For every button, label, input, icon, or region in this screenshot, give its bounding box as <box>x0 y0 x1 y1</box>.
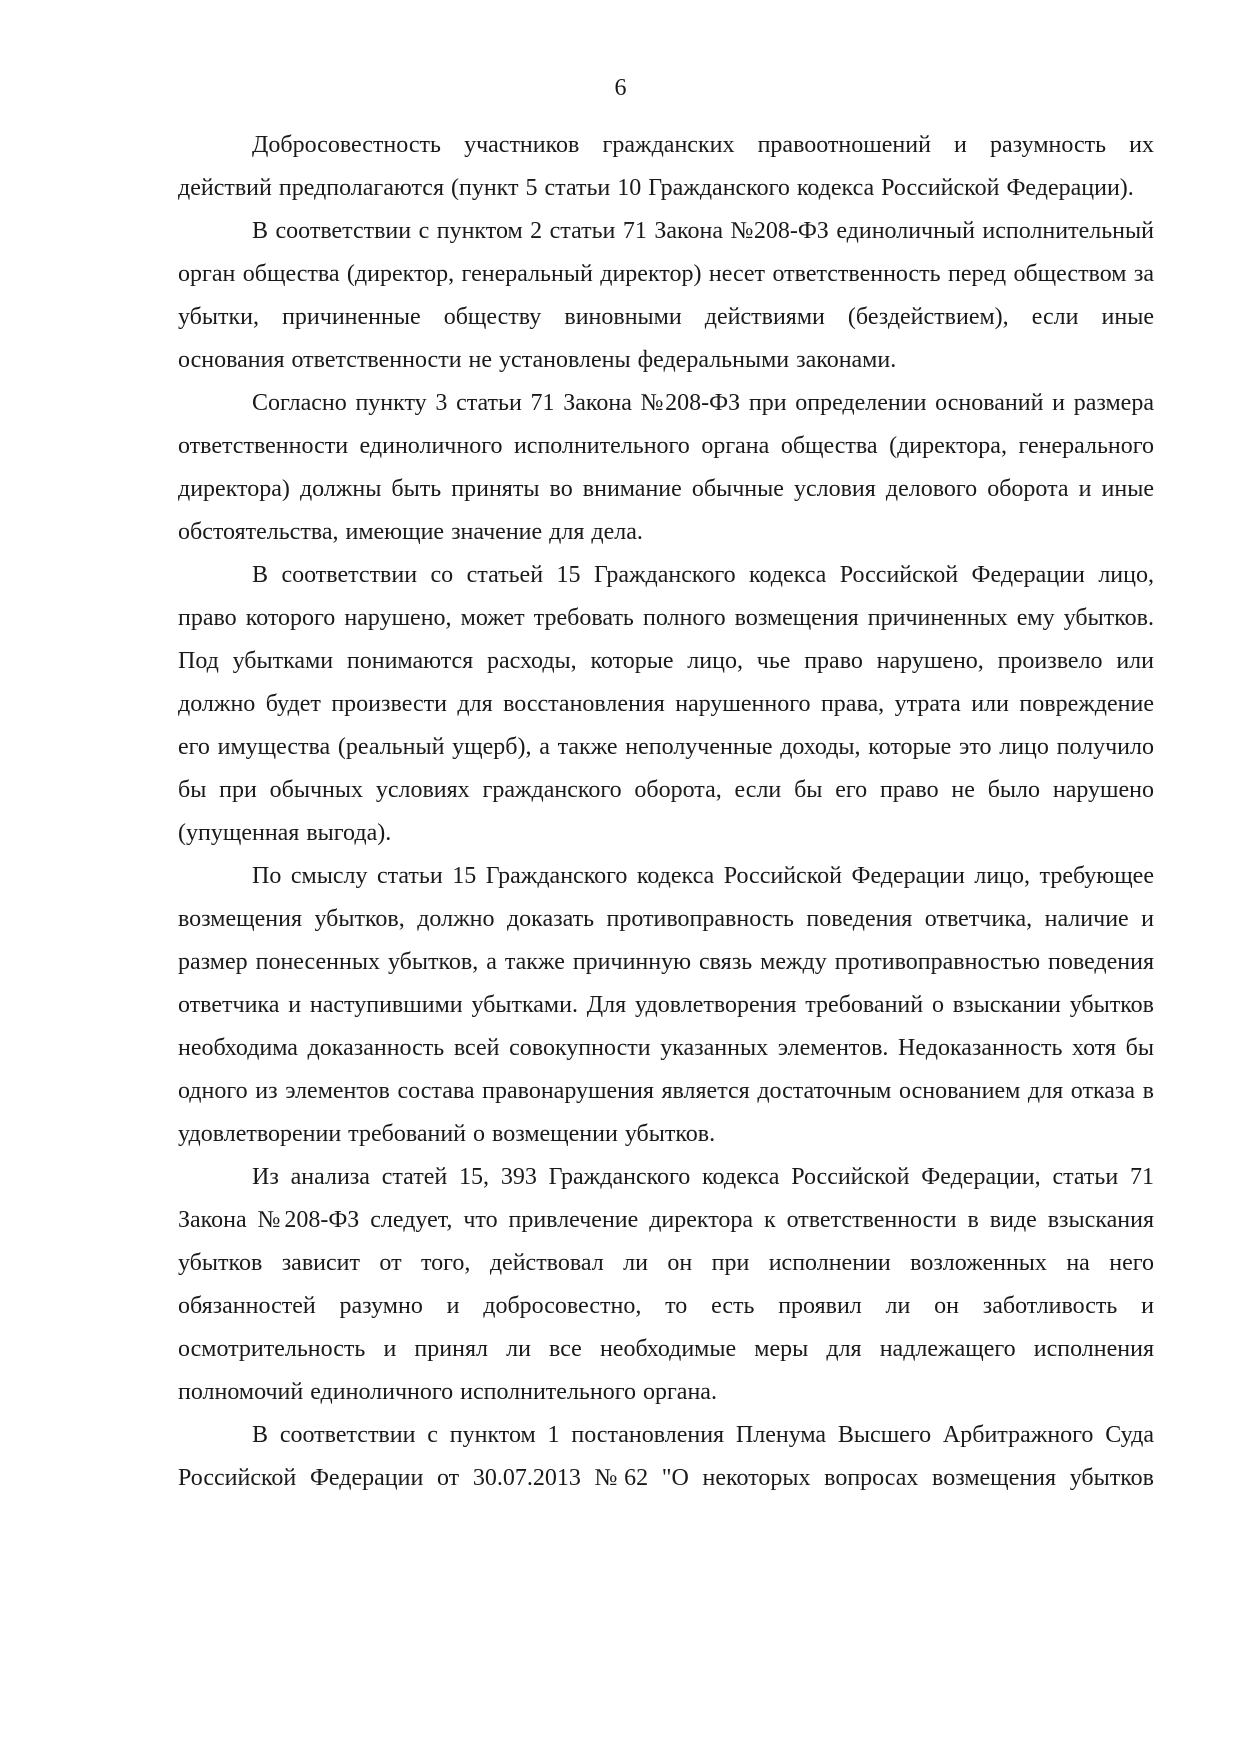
page-number: 6 <box>614 75 627 101</box>
paragraph-director-liability: В соответствии с пунктом 2 статьи 71 Закона №208-ФЗ единоличный исполнительный орган общества (директор, генеральный директор) несет ответственность перед обществом за убытки, причиненные обществу виновными действиями (бездействием), если иные основания ответственности не установлены федеральными законами. <box>178 218 1154 373</box>
paragraph-plenum-resolution: В соответствии с пунктом 1 постановления Пленума Высшего Арбитражного Суда Российской Федерации от 30.07.2013 №62 "О некоторых вопросах возмещения убытков <box>178 1422 1154 1491</box>
paragraph-burden-of-proof: По смыслу статьи 15 Гражданского кодекса Российской Федерации лицо, требующее возмещения убытков, должно доказать противоправность поведения ответчика, наличие и размер понесенных убытков, а также причинную связь между противоправностью поведения ответчика и наступившими убытками. Для удовлетворения требований о взыскании убытков необходима доказанность всей совокупности указанных элементов. Недоказанность хотя бы одного из элементов состава правонарушения является достаточным основанием для отказа в удовлетворении требований о возмещении убытков. <box>178 863 1154 1147</box>
document-body <box>178 124 1154 1500</box>
paragraph-liability-grounds: Согласно пункту 3 статьи 71 Закона №208-ФЗ при определении оснований и размера ответственности единоличного исполнительного органа общества (директора, генерального директора) должны быть приняты во внимание обычные условия делового оборота и иные обстоятельства, имеющие значение для дела. <box>178 390 1154 545</box>
paragraph-analysis: Из анализа статей 15, 393 Гражданского кодекса Российской Федерации, статьи 71 Закона №208-ФЗ следует, что привлечение директора к ответственности в виде взыскания убытков зависит от того, действовал ли он при исполнении возложенных на него обязанностей разумно и добросовестно, то есть проявил ли он заботливость и осмотрительность и принял ли все необходимые меры для надлежащего исполнения полномочий единоличного исполнительного органа. <box>178 1164 1154 1405</box>
paragraph-article-15: В соответствии со статьей 15 Гражданского кодекса Российской Федерации лицо, право которого нарушено, может требовать полного возмещения причиненных ему убытков. Под убытками понимаются расходы, которые лицо, чье право нарушено, произвело или должно будет произвести для восстановления нарушенного права, утрата или повреждение его имущества (реальный ущерб), а также неполученные доходы, которые это лицо получило бы при обычных условиях гражданского оборота, если бы его право не было нарушено (упущенная выгода). <box>178 562 1154 846</box>
paragraph-good-faith: Добросовестность участников гражданских правоотношений и разумность их действий предполагаются (пункт 5 статьи 10 Гражданского кодекса Российской Федерации). <box>178 132 1154 201</box>
